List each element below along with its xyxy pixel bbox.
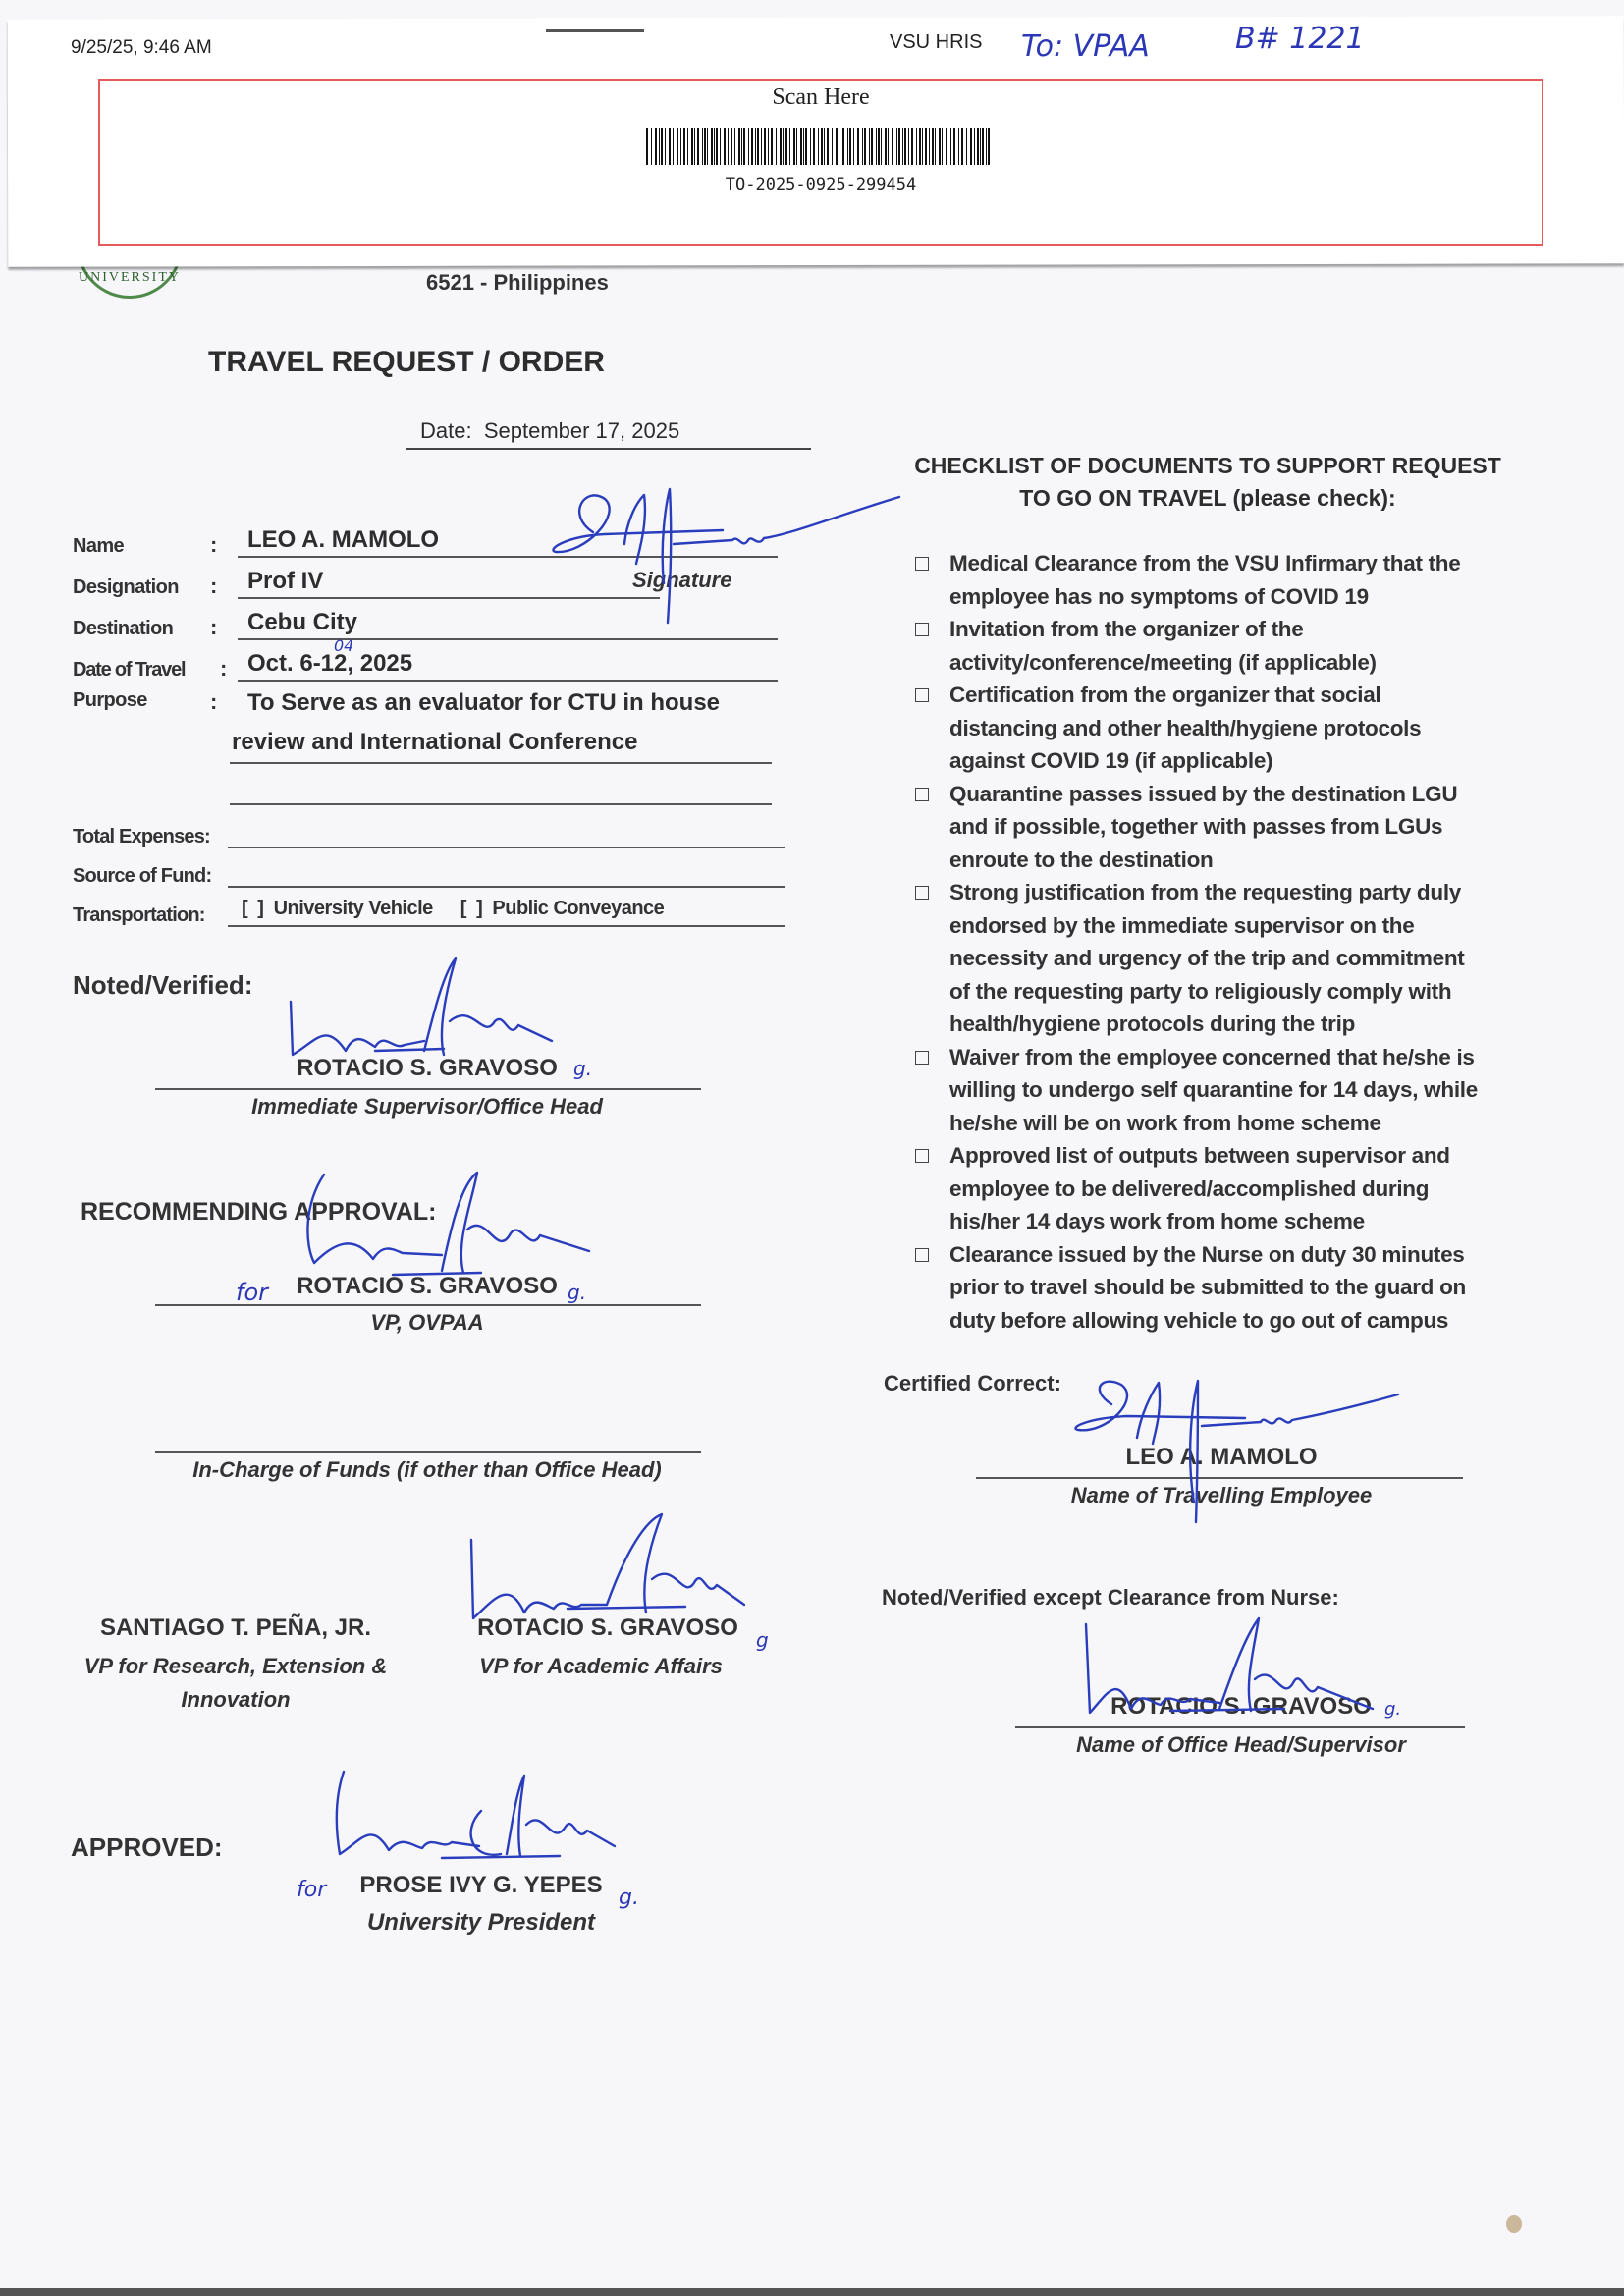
checklist-checkbox[interactable]: [915, 886, 929, 900]
checklist-checkbox[interactable]: [915, 688, 929, 702]
barcode-bar: [902, 128, 903, 165]
barcode-bar: [950, 128, 951, 165]
recommending-initial: g.: [568, 1281, 587, 1304]
barcode-bar: [761, 128, 762, 165]
checklist-checkbox[interactable]: [915, 1149, 929, 1163]
checklist-item: [915, 1041, 1534, 1140]
barcode-bar: [871, 128, 873, 165]
source-of-fund-label: Source of Fund:: [73, 865, 212, 887]
barcode-bar: [932, 128, 934, 165]
barcode-bar: [896, 128, 897, 165]
barcode-bar: [789, 128, 790, 165]
field-name: Name : LEO A. MAMOLO: [73, 526, 778, 558]
barcode-bar: [916, 128, 917, 165]
barcode-bar: [935, 128, 936, 165]
barcode-bar: [892, 128, 893, 165]
president-role: University President: [366, 1909, 596, 1936]
barcode-bar: [724, 128, 726, 165]
barcode-bar: [961, 128, 963, 165]
barcode-bar: [853, 128, 854, 165]
checklist-item: [915, 613, 1534, 679]
barcode-bar: [755, 128, 756, 165]
travelling-employee-role: Name of Travelling Employee: [1070, 1483, 1373, 1507]
designation-label: Designation: [73, 576, 179, 598]
office-head-signature: [1072, 1614, 1386, 1722]
barcode-bar: [793, 128, 795, 165]
barcode-bar: [977, 128, 979, 165]
barcode-bar: [716, 128, 718, 165]
staple-mark: [546, 29, 644, 32]
barcode-bar: [869, 128, 870, 165]
checklist-item: [915, 876, 1534, 1041]
barcode-bar: [898, 128, 900, 165]
designation-value[interactable]: Prof IV: [238, 568, 660, 599]
vp-academic-name: ROTACIO S. GRAVOSO: [477, 1614, 738, 1641]
barcode-bar: [741, 128, 742, 165]
barcode-bar: [885, 128, 887, 165]
checklist-checkbox[interactable]: [915, 1248, 929, 1262]
president-name: PROSE IVY G. YEPES: [359, 1872, 603, 1898]
funds-signature-line[interactable]: [155, 1451, 701, 1453]
date-label: Date:: [420, 418, 472, 443]
barcode-bar: [827, 128, 829, 165]
barcode-bar: [659, 128, 660, 165]
barcode-bar: [731, 128, 732, 165]
barcode-bar: [800, 128, 802, 165]
barcode-bar: [683, 128, 685, 165]
barcode-bar: [694, 128, 695, 165]
noted-signatory-role: Immediate Supervisor/Office Head: [251, 1094, 603, 1119]
transport-option-public-conveyance[interactable]: [ ] Public Conveyance: [460, 898, 665, 919]
office-head-name: ROTACIO S. GRAVOSO: [1110, 1693, 1372, 1720]
barcode-bar: [904, 128, 906, 165]
barcode-bar: [818, 128, 819, 165]
barcode-bar: [665, 128, 666, 165]
approved-for-prefix: for: [297, 1878, 327, 1902]
date-of-travel-value[interactable]: Oct. 6-12, 2025: [238, 650, 778, 682]
barcode-bar: [911, 128, 913, 165]
barcode-bar: [803, 128, 804, 165]
barcode-bar: [942, 128, 943, 165]
recommending-approval-label: RECOMMENDING APPROVAL:: [81, 1198, 437, 1226]
checklist-item-text: Medical Clearance from the VSU Infirmary that the employee has no symptoms of COVID 19: [949, 551, 1461, 609]
checklist-item-text: Waiver from the employee concerned that he/she is willing to undergo self quarantine for 14 days, while he/she will be on work from home scheme: [949, 1044, 1478, 1135]
letterhead-address: 6521 - Philippines: [426, 270, 609, 295]
checklist-item: [915, 679, 1534, 778]
vp-academic-initial: g: [756, 1628, 769, 1652]
barcode-bar: [677, 128, 678, 165]
barcode-bar: [743, 128, 745, 165]
barcode-bar: [888, 128, 889, 165]
barcode-bar: [651, 128, 652, 165]
checklist-item: [915, 547, 1534, 613]
barcode-bar: [707, 128, 708, 165]
barcode-bar: [757, 128, 759, 165]
barcode-bar: [776, 128, 777, 165]
barcode-bar: [958, 128, 959, 165]
source-of-fund-value[interactable]: [228, 858, 785, 888]
destination-label: Destination: [73, 618, 174, 639]
barcode-bar: [821, 128, 823, 165]
checklist-checkbox[interactable]: [915, 788, 929, 801]
barcode-bar: [783, 128, 784, 165]
barcode-bar: [728, 128, 729, 165]
noted-signatory-name: ROTACIO S. GRAVOSO: [297, 1055, 558, 1081]
vp-research-role-line-2: Innovation: [181, 1687, 291, 1712]
purpose-line-1[interactable]: To Serve as an evaluator for CTU in house: [247, 689, 721, 716]
barcode-bar: [929, 128, 930, 165]
checklist-checkbox[interactable]: [915, 1051, 929, 1065]
barcode-bar: [796, 128, 797, 165]
barcode-bar: [836, 128, 838, 165]
checklist-checkbox[interactable]: [915, 623, 929, 636]
barcode-bar: [878, 128, 880, 165]
barcode-bar: [988, 128, 990, 165]
barcode-bar: [751, 128, 753, 165]
barcode-bar: [970, 128, 972, 165]
date-value: September 17, 2025: [483, 418, 680, 443]
print-timestamp: 9/25/25, 9:46 AM: [71, 37, 212, 58]
checklist: [915, 547, 1534, 1337]
barcode-bar: [661, 128, 663, 165]
checklist-item-text: Clearance issued by the Nurse on duty 30 minutes prior to travel should be submitted to the guard on duty before allowing vehicle to go out of campus: [949, 1241, 1466, 1333]
barcode-bar: [922, 128, 923, 165]
recommending-for-prefix: for: [236, 1279, 268, 1306]
field-date-of-travel: Date of Travel : Oct. 6-12, 2025: [73, 650, 778, 682]
approved-initial: g.: [619, 1886, 639, 1910]
transport-option-university-vehicle[interactable]: [ ] University Vehicle: [242, 898, 433, 919]
checklist-item-text: Strong justification from the requesting party duly endorsed by the immediate supervisor on the necessity and urgency of the trip and commitment of the requesting party to religiously comply with health/hygiene protocols during the trip: [949, 880, 1465, 1036]
barcode-bar: [847, 128, 848, 165]
field-transportation: [73, 898, 785, 927]
barcode-bar: [849, 128, 851, 165]
noted-initial: g.: [573, 1057, 593, 1080]
barcode-bar: [953, 128, 955, 165]
field-purpose: Purpose : To Serve as an evaluator for CTU in house: [73, 689, 721, 716]
scan-label: Scan Here: [772, 84, 870, 110]
purpose-extra-line[interactable]: [230, 803, 772, 805]
checklist-item-text: Quarantine passes issued by the destination LGU and if possible, together with passes from LGUs enroute to the destination: [949, 781, 1458, 872]
barcode-bar: [876, 128, 877, 165]
barcode-bar: [711, 128, 713, 165]
signature-caption: Signature: [632, 568, 732, 592]
barcode-bar: [986, 128, 987, 165]
checklist-item: [915, 1139, 1534, 1238]
barcode-bar: [813, 128, 815, 165]
checklist-item-text: Approved list of outputs between supervisor and employee to be delivered/accomplished during his/her 14 days work from home scheme: [949, 1143, 1450, 1233]
field-destination: Destination : Cebu City: [73, 609, 778, 640]
barcode-bar: [704, 128, 706, 165]
name-label: Name: [73, 535, 125, 557]
barcode-bar: [925, 128, 927, 165]
paper-stain: [1506, 2215, 1522, 2233]
barcode-bar: [702, 128, 703, 165]
checklist-item-text: Certification from the organizer that social distancing and other health/hygiene protocols against COVID 19 (if applicable): [949, 683, 1422, 773]
noted-verified-label: Noted/Verified:: [73, 970, 253, 1000]
barcode-bar: [805, 128, 807, 165]
barcode-bar: [864, 128, 866, 165]
barcode-bar: [687, 128, 688, 165]
barcode-bar: [832, 128, 833, 165]
form-title: TRAVEL REQUEST / ORDER: [208, 346, 605, 378]
barcode-number: TO-2025-0925-299454: [725, 175, 917, 194]
purpose-label: Purpose: [73, 689, 147, 711]
field-total-expenses: [73, 819, 785, 848]
noted-signature: [277, 953, 571, 1061]
barcode-bar: [857, 128, 859, 165]
barcode-bar: [980, 128, 981, 165]
checklist-item: [915, 778, 1534, 877]
barcode-bar: [764, 128, 766, 165]
barcode-bar: [669, 128, 671, 165]
office-head-initial: g.: [1384, 1699, 1402, 1720]
barcode-bar: [862, 128, 863, 165]
barcode-bar: [697, 128, 699, 165]
barcode-bar: [785, 128, 787, 165]
barcode-bar: [771, 128, 773, 165]
employee-signature: [546, 485, 909, 632]
barcode-bar: [673, 128, 674, 165]
barcode-bar: [734, 128, 735, 165]
barcode-bar: [966, 128, 967, 165]
total-expenses-label: Total Expenses:: [73, 826, 210, 847]
barcode-bar: [974, 128, 975, 165]
barcode-bar: [748, 128, 749, 165]
barcode-bar: [982, 128, 984, 165]
scan-box[interactable]: [98, 79, 1543, 246]
field-source-of-fund: [73, 858, 785, 888]
purpose-underline: [230, 762, 772, 764]
vp-research-name: SANTIAGO T. PEÑA, JR.: [99, 1614, 372, 1641]
checklist-checkbox[interactable]: [915, 557, 929, 571]
request-date: [406, 418, 811, 450]
barcode-bar: [691, 128, 693, 165]
name-value[interactable]: LEO A. MAMOLO: [238, 526, 778, 558]
approved-label: APPROVED:: [71, 1832, 223, 1862]
barcode-bar: [881, 128, 882, 165]
barcode-bar: [738, 128, 740, 165]
checklist-item: [915, 1238, 1534, 1338]
barcode-bar: [768, 128, 769, 165]
barcode-bar: [908, 128, 909, 165]
destination-value[interactable]: Cebu City: [238, 609, 778, 640]
president-signature: [324, 1752, 619, 1870]
recommending-signature: [295, 1165, 599, 1283]
barcode-bar: [720, 128, 721, 165]
barcode-bar: [714, 128, 715, 165]
system-name: VSU HRIS: [890, 31, 983, 53]
university-seal: UNIVERSITY: [77, 222, 185, 304]
barcode-bar: [810, 128, 811, 165]
vp-academic-role: VP for Academic Affairs: [479, 1654, 723, 1678]
barcode[interactable]: [646, 128, 996, 165]
field-designation: Designation : Prof IV: [73, 568, 660, 599]
funds-signatory-role: In-Charge of Funds (if other than Office Head): [192, 1457, 662, 1482]
checklist-title: CHECKLIST OF DOCUMENTS TO SUPPORT REQUEST TO GO ON TRAVEL (please check):: [914, 453, 1501, 511]
date-correction-note: 04: [334, 636, 354, 655]
vp-research-role-line-1: VP for Research, Extension &: [83, 1654, 388, 1678]
office-head-role: Name of Office Head/Supervisor: [1076, 1732, 1406, 1757]
date-of-travel-label: Date of Travel: [73, 659, 186, 681]
purpose-line-2[interactable]: review and International Conference: [232, 729, 638, 755]
total-expenses-value[interactable]: [228, 819, 785, 848]
barcode-bar: [780, 128, 782, 165]
barcode-bar: [655, 128, 657, 165]
recommending-signatory-role: VP, OVPAA: [370, 1310, 484, 1335]
transportation-label: Transportation:: [73, 904, 205, 926]
barcode-bar: [946, 128, 947, 165]
barcode-bar: [939, 128, 941, 165]
checklist-item-text: Invitation from the organizer of the activity/conference/meeting (if applicable): [949, 617, 1377, 675]
travelling-employee-name: LEO A. MAMOLO: [1125, 1444, 1318, 1470]
page-edge: [0, 2288, 1624, 2296]
barcode-bar: [680, 128, 681, 165]
recommending-signatory-name: ROTACIO S. GRAVOSO: [297, 1273, 558, 1299]
barcode-bar: [919, 128, 921, 165]
certified-correct-label: Certified Correct:: [884, 1371, 1061, 1395]
barcode-bar: [824, 128, 825, 165]
barcode-bar: [646, 128, 648, 165]
vp-academic-signature: [460, 1510, 754, 1628]
handwritten-batch-number: B# 1221: [1235, 22, 1365, 56]
certified-employee-signature: [1068, 1375, 1402, 1532]
noted-except-nurse-label: Noted/Verified except Clearance from Nurse:: [882, 1585, 1339, 1610]
handwritten-routing-note: To: VPAA: [1021, 29, 1150, 64]
barcode-bar: [842, 128, 844, 165]
